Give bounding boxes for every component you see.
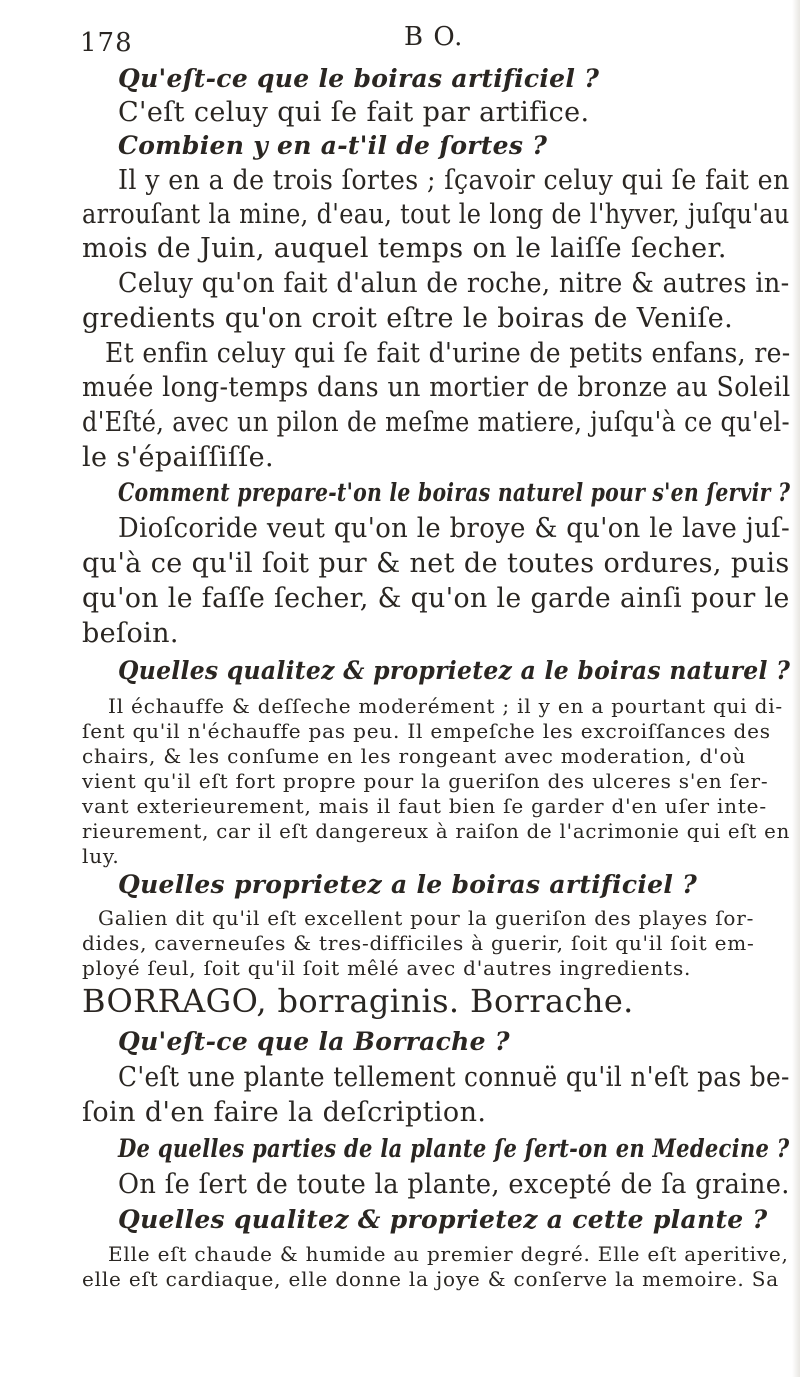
- text-line: rieurement, car il eſt dangereux à raiſon de l'acrimonie qui eſt en: [82, 819, 791, 843]
- text-line: mois de Juin, auquel temps on le laiſſe ſecher.: [82, 233, 727, 264]
- text-line: ſoin d'en faire la deſcription.: [82, 1097, 487, 1128]
- text-line: d'Eſté, avec un pilon de meſme matiere, juſqu'à ce qu'el-: [82, 407, 790, 438]
- question-heading: Quelles qualitez & proprietez a cette plante ?: [118, 1205, 768, 1234]
- text-line: arrouſant la mine, d'eau, tout le long de l'hyver, juſqu'au: [82, 199, 790, 230]
- question-heading: Qu'eſt-ce que le boiras artificiel ?: [118, 64, 600, 93]
- text-line: beſoin.: [82, 618, 179, 649]
- text-line: Celuy qu'on fait d'alun de roche, nitre & autres in-: [118, 268, 790, 299]
- entry-heading: BORRAGO, borraginis. Borrache.: [82, 982, 634, 1020]
- running-head: B O.: [404, 22, 464, 52]
- page-number: 178: [80, 28, 133, 58]
- question-heading: Quelles proprietez a le boiras artificiel ?: [118, 870, 698, 899]
- text-line: qu'à ce qu'il ſoit pur & net de toutes ordures, puis: [82, 548, 790, 579]
- text-line: Il échauffe & deſſeche moderément ; il y en a pourtant qui di-: [108, 694, 783, 718]
- text-line: luy.: [82, 844, 120, 868]
- text-line: gredients qu'on croit eſtre le boiras de Veniſe.: [82, 303, 734, 334]
- question-heading: Comment prepare-t'on le boiras naturel pour s'en ſervir ?: [118, 478, 791, 507]
- text-line: Galien dit qu'il eſt excellent pour la gueriſon des playes ſor-: [98, 906, 755, 930]
- question-heading: De quelles parties de la plante ſe ſert-on en Medecine ?: [118, 1134, 790, 1163]
- question-heading: Quelles qualitez & proprietez a le boiras naturel ?: [118, 656, 791, 685]
- text-line: le s'épaiſſiſſe.: [82, 442, 275, 473]
- text-line: vant exterieurement, mais il faut bien ſe garder d'en uſer inte-: [82, 794, 767, 818]
- question-heading: Qu'eſt-ce que la Borrache ?: [118, 1027, 510, 1056]
- text-line: qu'on le faſſe ſecher, & qu'on le garde ainſi pour le: [82, 583, 790, 614]
- text-line: On ſe ſert de toute la plante, excepté de ſa graine.: [118, 1169, 790, 1200]
- text-line: chairs, & les conſume en les rongeant avec moderation, d'où: [82, 744, 747, 768]
- text-line: Dioſcoride veut qu'on le broye & qu'on le lave juſ-: [118, 513, 791, 544]
- text-line: elle eſt cardiaque, elle donne la joye & conſerve la memoire. Sa: [82, 1267, 779, 1291]
- text-line: muée long-temps dans un mortier de bronze au Soleil: [82, 372, 791, 403]
- question-heading: Combien y en a-t'il de ſortes ?: [118, 131, 548, 160]
- page-edge-shadow: [792, 0, 800, 1377]
- text-line: Et enfin celuy qui ſe fait d'urine de petits enfans, re-: [105, 338, 791, 369]
- text-line: dides, caverneuſes & tres-difficiles à guerir, ſoit qu'il ſoit em-: [82, 931, 755, 955]
- text-line: C'eſt une plante tellement connuë qu'il n'eſt pas be-: [118, 1062, 790, 1093]
- text-line: C'eſt celuy qui ſe fait par artifice.: [118, 97, 590, 128]
- text-line: Elle eſt chaude & humide au premier degré. Elle eſt aperitive,: [108, 1242, 789, 1266]
- text-line: vient qu'il eſt fort propre pour la gueriſon des ulceres s'en ſer-: [82, 769, 769, 793]
- text-line: ployé ſeul, ſoit qu'il ſoit mêlé avec d'autres ingredients.: [82, 956, 692, 980]
- text-line: ſent qu'il n'échauffe pas peu. Il empeſche les excroiſſances des: [82, 719, 771, 743]
- text-line: Il y en a de trois ſortes ; ſçavoir celuy qui ſe fait en: [118, 165, 790, 196]
